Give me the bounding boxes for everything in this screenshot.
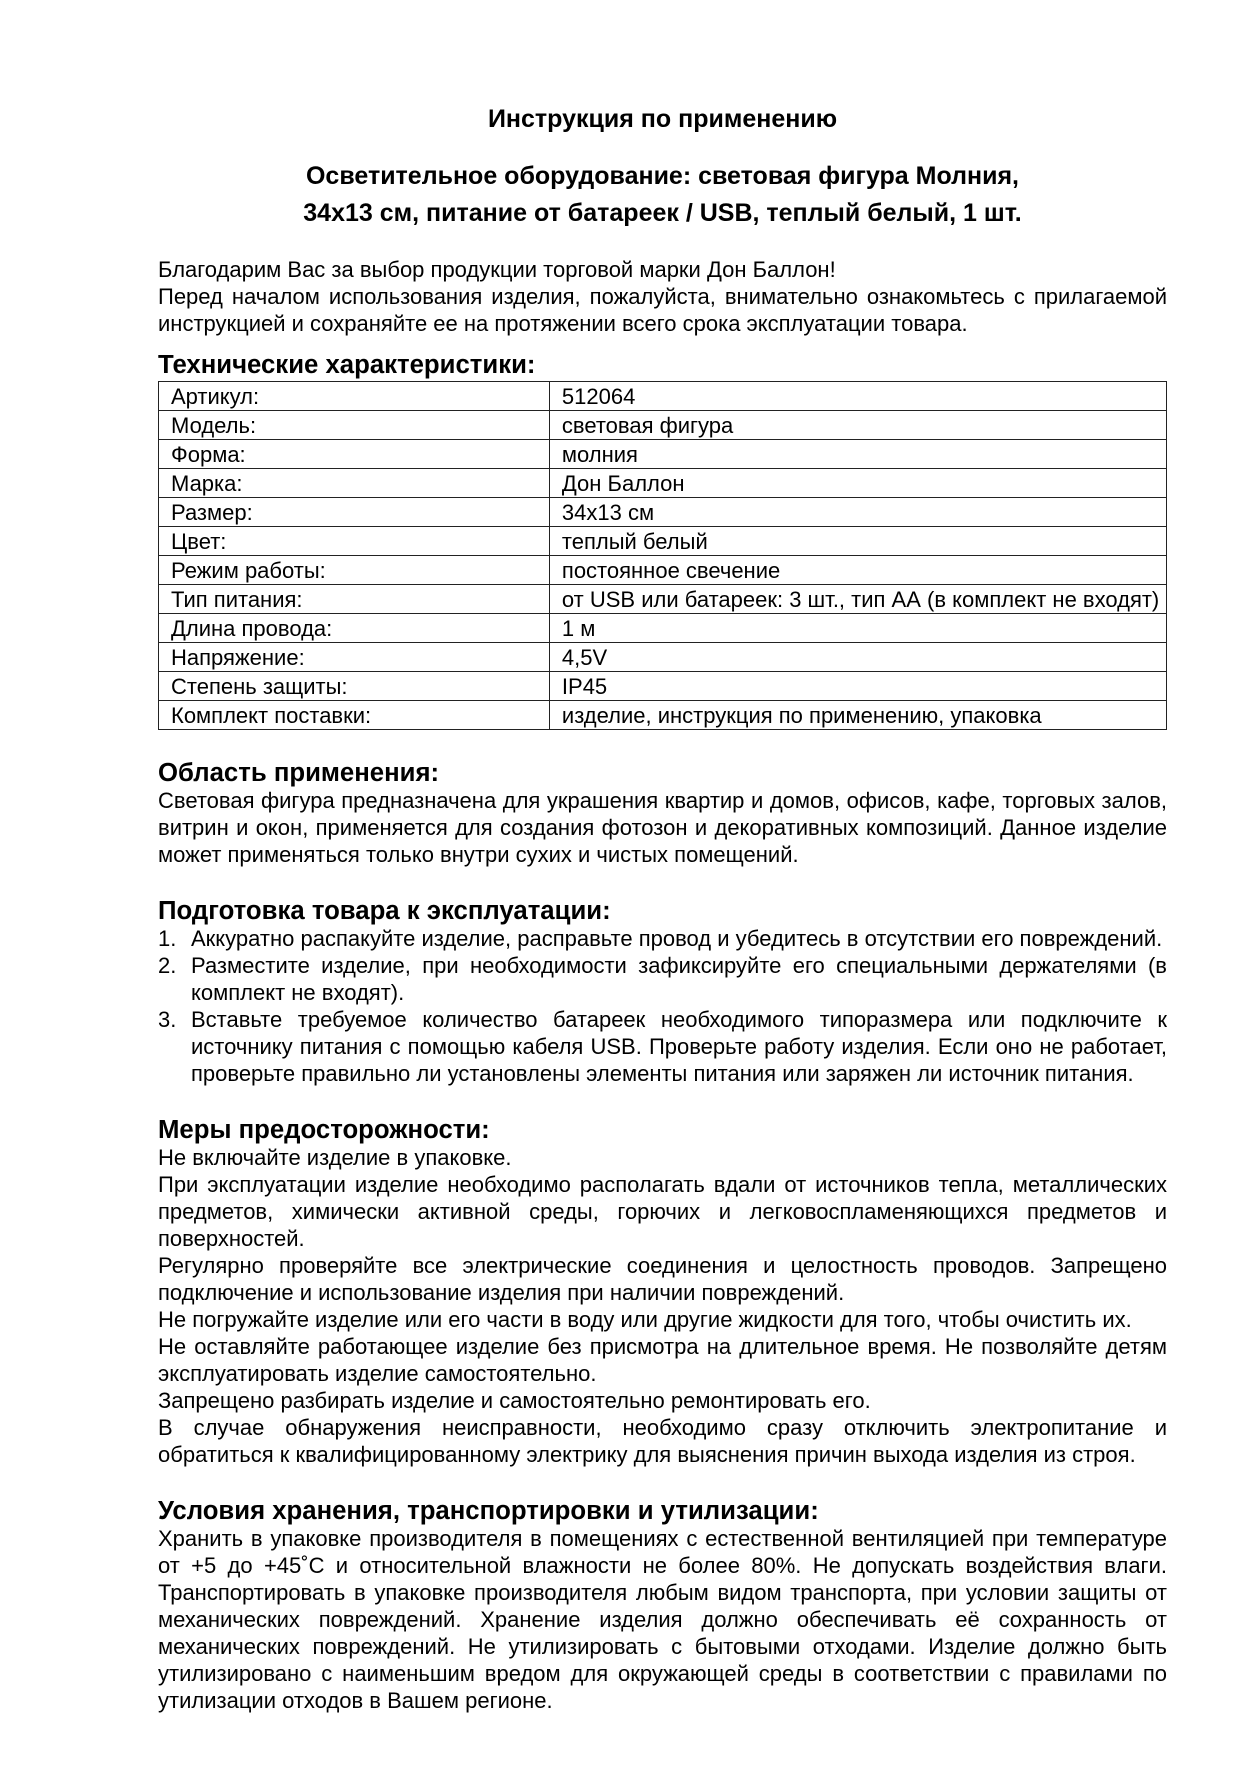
- spec-label: Комплект поставки:: [159, 701, 550, 730]
- spec-label: Степень защиты:: [159, 672, 550, 701]
- thanks-note: Благодарим Вас за выбор продукции торговой марки Дон Баллон!: [158, 257, 836, 282]
- spec-value: постоянное свечение: [549, 556, 1166, 585]
- prep-list: [158, 925, 1167, 1087]
- list-item-text: Вставьте требуемое количество батареек необходимого типоразмера или подключите к источнику питания с помощью кабеля USB. Проверьте работу изделия. Если оно не работает, проверьте правильно ли установлены элементы питания или заряжен ли источник питания.: [191, 1007, 1167, 1086]
- table-row: [159, 643, 1167, 672]
- spec-label: Длина провода:: [159, 614, 550, 643]
- spec-value: 4,5V: [549, 643, 1166, 672]
- table-row: [159, 469, 1167, 498]
- spec-value: световая фигура: [549, 411, 1166, 440]
- spec-label: Цвет:: [159, 527, 550, 556]
- safety-paragraph: Не погружайте изделие или его части в воду или другие жидкости для того, чтобы очистить их.: [158, 1307, 1132, 1332]
- storage-text: Хранить в упаковке производителя в помещениях с естественной вентиляцией при температуре от +5 до +45˚С и относительной влажности не более 80%. Не допускать воздействия влаги. Транспортировать в упаковке производителя любым видом транспорта, при условии защиты от механических повреждений. Хранение изделия должно обеспечивать её сохранность от механических повреждений. Не утилизировать с бытовыми отходами. Изделие должно быть утилизировано с наименьшим вредом для окружающей среды в соответствии с правилами по утилизации отходов в Вашем регионе.: [158, 1526, 1167, 1713]
- spec-value: теплый белый: [549, 527, 1166, 556]
- subtitle-line-2: 34х13 см, питание от батареек / USB, теплый белый, 1 шт.: [303, 199, 1022, 227]
- list-item-number: 2.: [158, 953, 177, 978]
- spec-value: 512064: [549, 382, 1166, 411]
- specs-heading: Технические характеристики:: [158, 351, 536, 379]
- section-safety: [158, 1117, 1167, 1468]
- list-item-number: 3.: [158, 1007, 177, 1032]
- spec-label: Форма:: [159, 440, 550, 469]
- safety-paragraph: При эксплуатации изделие необходимо располагать вдали от источников тепла, металлических предметов, химически активной среды, горючих и легковоспламеняющихся предметов и поверхностей.: [158, 1172, 1167, 1251]
- prep-list-item: [158, 1006, 1167, 1087]
- spec-label: Артикул:: [159, 382, 550, 411]
- spec-value: 1 м: [549, 614, 1166, 643]
- spec-label: Размер:: [159, 498, 550, 527]
- scope-text: Световая фигура предназначена для украшения квартир и домов, офисов, кафе, торговых залов, витрин и окон, применяется для создания фотозон и декоративных композиций. Данное изделие может применяться только внутри сухих и чистых помещений.: [158, 788, 1167, 867]
- spec-label: Модель:: [159, 411, 550, 440]
- list-item-number: 1.: [158, 926, 177, 951]
- spec-value: изделие, инструкция по применению, упаковка: [549, 701, 1166, 730]
- list-item-text: Аккуратно распакуйте изделие, расправьте провод и убедитесь в отсутствии его повреждений.: [191, 926, 1163, 951]
- subtitle-line-1: Осветительное оборудование: световая фигура Молния,: [305, 162, 1019, 190]
- safety-paragraph: В случае обнаружения неисправности, необходимо сразу отключить электропитание и обратиться к квалифицированному электрику для выяснения причин выхода изделия из строя.: [158, 1415, 1167, 1467]
- list-item-text: Разместите изделие, при необходимости зафиксируйте его специальными держателями (в комплект не входят).: [191, 953, 1167, 1005]
- safety-paragraph: Не оставляйте работающее изделие без присмотра на длительное время. Не позволяйте детям эксплуатировать изделие самостоятельно.: [158, 1334, 1167, 1386]
- spec-label: Напряжение:: [159, 643, 550, 672]
- section-storage: [158, 1498, 1167, 1714]
- page-title: Инструкция по применению: [487, 105, 838, 133]
- spec-value: IP45: [549, 672, 1166, 701]
- table-row: [159, 498, 1167, 527]
- spec-value: Дон Баллон: [549, 469, 1166, 498]
- storage-heading: Условия хранения, транспортировки и утилизации:: [158, 1497, 819, 1525]
- table-row: [159, 701, 1167, 730]
- table-row: [159, 672, 1167, 701]
- spec-label: Марка:: [159, 469, 550, 498]
- safety-paragraph: Не включайте изделие в упаковке.: [158, 1145, 512, 1170]
- spec-label: Режим работы:: [159, 556, 550, 585]
- table-row: [159, 382, 1167, 411]
- spec-value: от USB или батареек: 3 шт., тип АА (в комплект не входят): [549, 585, 1166, 614]
- table-row: [159, 440, 1167, 469]
- table-row: [159, 556, 1167, 585]
- safety-heading: Меры предосторожности:: [158, 1116, 490, 1144]
- spec-value: молния: [549, 440, 1166, 469]
- spec-value: 34х13 см: [549, 498, 1166, 527]
- table-row: [159, 527, 1167, 556]
- section-scope: [158, 760, 1167, 868]
- table-row: [159, 411, 1167, 440]
- prep-list-item: [158, 952, 1167, 1006]
- section-prep: [158, 898, 1167, 1087]
- table-row: [159, 614, 1167, 643]
- scope-heading: Область применения:: [158, 759, 440, 787]
- safety-paragraph: Запрещено разбирать изделие и самостоятельно ремонтировать его.: [158, 1388, 871, 1413]
- intro-paragraph: Перед началом использования изделия, пожалуйста, внимательно ознакомьтесь с прилагаемой инструкцией и сохраняйте ее на протяжении всего срока эксплуатации товара.: [158, 284, 1167, 336]
- specs-table: [158, 381, 1167, 730]
- prep-list-item: [158, 925, 1167, 952]
- spec-label: Тип питания:: [159, 585, 550, 614]
- product-subtitle: [158, 158, 1167, 232]
- prep-heading: Подготовка товара к эксплуатации:: [158, 897, 611, 925]
- safety-paragraph: Регулярно проверяйте все электрические соединения и целостность проводов. Запрещено подключение и использование изделия при наличии повреждений.: [158, 1253, 1167, 1305]
- table-row: [159, 585, 1167, 614]
